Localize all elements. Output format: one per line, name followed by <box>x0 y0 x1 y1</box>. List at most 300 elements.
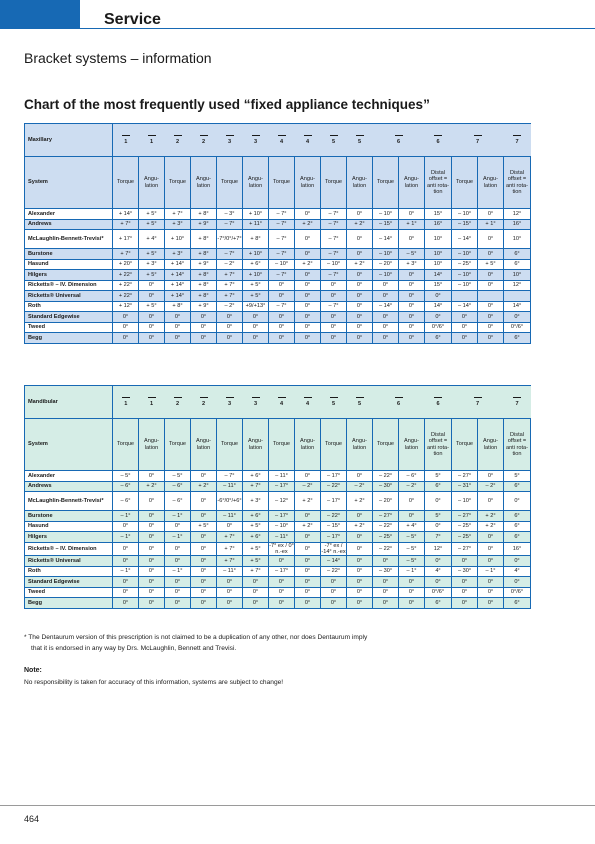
value-cell: + 5° <box>243 542 269 556</box>
tooth-number-cell <box>321 386 347 419</box>
value-cell: + 5° <box>139 249 165 260</box>
value-cell: – 14° <box>373 301 399 312</box>
value-cell: + 14° <box>165 280 191 291</box>
value-cell: + 1° <box>478 219 504 230</box>
value-cell: 0° <box>113 322 139 333</box>
column-header-torque: Torque <box>321 419 347 471</box>
value-cell: + 2° <box>478 521 504 532</box>
value-cell: – 5° <box>165 471 191 482</box>
value-cell: 6° <box>504 333 531 344</box>
system-name: Ricketts® – IV. Dimension <box>25 280 113 291</box>
tooth-number: 7 <box>474 397 482 407</box>
value-cell: 0° <box>478 471 504 482</box>
column-header-angulation: Angu- lation <box>191 419 217 471</box>
column-header-angulation: Angu- lation <box>243 419 269 471</box>
chart-heading: Chart of the most frequently used “fixed appliance techniques” <box>24 97 430 112</box>
value-cell: – 11° <box>217 511 243 522</box>
value-cell: – 10° <box>269 259 295 270</box>
value-cell: 0° <box>165 312 191 323</box>
tooth-number: 4 <box>304 397 312 407</box>
value-cell: 0° <box>478 280 504 291</box>
system-name: Hasund <box>25 259 113 270</box>
value-cell: – 17° <box>321 492 347 511</box>
value-cell: – 5° <box>113 471 139 482</box>
value-cell: 6° <box>504 521 531 532</box>
value-cell: + 10° <box>243 249 269 260</box>
table-row <box>25 259 531 270</box>
value-cell: 0° <box>478 587 504 598</box>
value-cell: 0° <box>373 333 399 344</box>
value-cell: 0° <box>165 333 191 344</box>
value-cell: – 10° <box>269 521 295 532</box>
column-header-torque: Torque <box>373 157 399 209</box>
system-name: Alexander <box>25 471 113 482</box>
value-cell: 0° <box>113 521 139 532</box>
system-name: Tweed <box>25 322 113 333</box>
value-cell: + 9° <box>191 219 217 230</box>
value-cell: – 22° <box>321 511 347 522</box>
value-cell: 0° <box>478 270 504 281</box>
value-cell: 16° <box>504 219 531 230</box>
value-cell: 0° <box>373 587 399 598</box>
value-cell: 0° <box>347 598 373 609</box>
value-cell: 0° <box>321 280 347 291</box>
value-cell: + 2° <box>347 259 373 270</box>
table-row <box>25 209 531 220</box>
value-cell: + 10° <box>243 270 269 281</box>
value-cell: 0° <box>191 312 217 323</box>
column-header-angulation: Angu- lation <box>139 157 165 209</box>
value-cell: – 10° <box>373 270 399 281</box>
value-cell: 0° <box>217 577 243 588</box>
tooth-number-cell <box>373 124 425 157</box>
value-cell: 15° <box>425 280 452 291</box>
value-cell: – 14° <box>373 230 399 249</box>
value-cell: + 12° <box>113 301 139 312</box>
table-row <box>25 219 531 230</box>
section-tab-marker <box>0 0 80 29</box>
system-name: Tweed <box>25 587 113 598</box>
value-cell: 7° <box>425 532 452 543</box>
tooth-number: 2 <box>200 135 208 145</box>
value-cell: 0° <box>269 291 295 302</box>
table-row <box>25 587 531 598</box>
value-cell: + 7° <box>113 219 139 230</box>
tooth-number: 1 <box>148 397 156 407</box>
value-cell: 0° <box>191 492 217 511</box>
tooth-number-cell <box>217 124 243 157</box>
value-cell: 0° <box>191 532 217 543</box>
value-cell: 0° <box>139 521 165 532</box>
tooth-number: 3 <box>226 135 234 145</box>
value-cell: – 15° <box>373 219 399 230</box>
value-cell: 0° <box>347 556 373 567</box>
value-cell: – 17° <box>269 566 295 577</box>
table-row <box>25 511 531 522</box>
value-cell: + 2° <box>191 481 217 492</box>
value-cell: 0° <box>373 280 399 291</box>
value-cell: 0° <box>191 511 217 522</box>
value-cell: 0° <box>113 333 139 344</box>
value-cell: – 5° <box>399 542 425 556</box>
column-header-torque: Torque <box>269 157 295 209</box>
value-cell: 0° <box>113 587 139 598</box>
value-cell: – 15° <box>321 521 347 532</box>
value-cell: -7°/0°/+7° <box>217 230 243 249</box>
value-cell: 0° <box>452 577 478 588</box>
value-cell: – 25° <box>452 521 478 532</box>
value-cell: 0° <box>295 249 321 260</box>
footnote-line: * The Dentaurum version of this prescription is not claimed to be a duplication of any other, nor does Dentaurum imply <box>24 634 368 641</box>
value-cell: 0° <box>165 598 191 609</box>
tooth-number: 5 <box>356 397 364 407</box>
footnote <box>24 633 494 654</box>
value-cell: + 7° <box>217 270 243 281</box>
value-cell: 10° <box>425 249 452 260</box>
value-cell: + 5° <box>139 270 165 281</box>
value-cell: 0° <box>295 280 321 291</box>
value-cell: -7° ex / -14° n.-ex <box>321 542 346 555</box>
value-cell: 0° <box>452 322 478 333</box>
value-cell: 0° <box>165 587 191 598</box>
value-cell: 0° <box>191 587 217 598</box>
value-cell: – 2° <box>295 481 321 492</box>
value-cell: 0° <box>139 598 165 609</box>
value-cell: 0° <box>191 577 217 588</box>
value-cell: + 14° <box>165 259 191 270</box>
value-cell: – 6° <box>113 492 139 511</box>
value-cell: – 7° <box>321 219 347 230</box>
value-cell: – 6° <box>165 492 191 511</box>
value-cell: – 17° <box>269 511 295 522</box>
value-cell: 10° <box>504 270 531 281</box>
tooth-number-cell <box>139 124 165 157</box>
value-cell: 16° <box>504 542 531 556</box>
tooth-number: 6 <box>395 397 403 407</box>
tooth-number: 1 <box>122 397 130 407</box>
value-cell: 0° <box>243 598 269 609</box>
value-cell: – 1° <box>399 566 425 577</box>
value-cell: + 2° <box>295 259 321 270</box>
value-cell: + 22° <box>113 280 139 291</box>
value-cell: 0° <box>347 301 373 312</box>
value-cell: – 27° <box>373 511 399 522</box>
table-row <box>25 322 531 333</box>
system-name: Begg <box>25 598 113 609</box>
value-cell: + 7° <box>165 209 191 220</box>
column-header-torque: Torque <box>452 419 478 471</box>
value-cell: – 10° <box>373 209 399 220</box>
tooth-number-cell <box>504 386 531 419</box>
table-row <box>25 577 531 588</box>
value-cell: – 14° <box>452 230 478 249</box>
tooth-number-cell <box>191 124 217 157</box>
value-cell: – 10° <box>373 249 399 260</box>
tooth-number: 3 <box>252 397 260 407</box>
tooth-number-cell <box>452 386 504 419</box>
value-cell: 14° <box>425 301 452 312</box>
value-cell: 0° <box>321 322 347 333</box>
value-cell: 0°/6° <box>425 587 452 598</box>
value-cell: 0° <box>295 209 321 220</box>
value-cell: – 1° <box>165 532 191 543</box>
column-header-torque: Torque <box>217 157 243 209</box>
value-cell: – 7° <box>321 301 347 312</box>
value-cell: – 30° <box>373 566 399 577</box>
value-cell: 0° <box>139 542 165 556</box>
value-cell: – 5° <box>399 556 425 567</box>
table-title: Mandibular <box>25 386 113 419</box>
value-cell: 0° <box>399 270 425 281</box>
value-cell: 0° <box>425 291 452 302</box>
value-cell: 0° <box>269 322 295 333</box>
tooth-number: 1 <box>122 135 130 145</box>
column-header-torque: Torque <box>452 157 478 209</box>
tooth-number: 3 <box>252 135 260 145</box>
table-row <box>25 521 531 532</box>
value-cell: 0° <box>321 587 347 598</box>
value-cell: – 30° <box>452 566 478 577</box>
value-cell: 0° <box>217 312 243 323</box>
tooth-number-cell <box>113 386 139 419</box>
value-cell: 0° <box>452 333 478 344</box>
value-cell: 0°/6° <box>425 322 452 333</box>
value-cell: – 7° <box>269 209 295 220</box>
value-cell: – 3° <box>217 209 243 220</box>
value-cell: 0° <box>269 587 295 598</box>
value-cell: + 2° <box>478 511 504 522</box>
value-cell: 16° <box>425 219 452 230</box>
value-cell: 0° <box>373 598 399 609</box>
value-cell: 4° <box>504 566 531 577</box>
value-cell: – 17° <box>321 471 347 482</box>
value-cell: 0° <box>347 577 373 588</box>
table-row <box>25 301 531 312</box>
value-cell: – 7° <box>321 249 347 260</box>
value-cell: + 7° <box>217 542 243 556</box>
table-row <box>25 249 531 260</box>
table-row <box>25 598 531 609</box>
value-cell: 0° <box>165 542 191 556</box>
value-cell: 0° <box>295 312 321 323</box>
value-cell: + 5° <box>139 219 165 230</box>
value-cell: + 7° <box>113 249 139 260</box>
value-cell: 0° <box>373 291 399 302</box>
value-cell: 0° <box>139 291 165 302</box>
system-name: Begg <box>25 333 113 344</box>
value-cell: + 5° <box>139 209 165 220</box>
tooth-number: 6 <box>395 135 403 145</box>
value-cell: + 7° <box>243 566 269 577</box>
value-cell <box>478 291 504 302</box>
value-cell: 0° <box>191 598 217 609</box>
tooth-number: 2 <box>200 397 208 407</box>
value-cell: -7° ex / 0° n.-ex <box>269 542 294 555</box>
value-cell: + 1° <box>399 219 425 230</box>
system-name: Ricketts® – IV. Dimension <box>25 542 113 556</box>
tooth-number-row <box>25 124 531 157</box>
value-cell: 0° <box>295 471 321 482</box>
value-cell: + 3° <box>165 249 191 260</box>
column-header-torque: Torque <box>165 157 191 209</box>
column-header-distal: Distal offset = anti rota- tion <box>425 419 452 471</box>
value-cell: – 14° <box>452 301 478 312</box>
tooth-number-cell <box>425 386 452 419</box>
value-cell: 0° <box>399 280 425 291</box>
value-cell: + 2° <box>295 521 321 532</box>
value-cell: 0° <box>478 532 504 543</box>
value-cell: – 14° <box>321 556 347 567</box>
column-header-torque: Torque <box>269 419 295 471</box>
value-cell: 0° <box>504 556 531 567</box>
column-header-angulation: Angu- lation <box>295 157 321 209</box>
value-cell: +9/+13° <box>243 301 269 312</box>
tooth-number: 1 <box>148 135 156 145</box>
value-cell: – 30° <box>373 481 399 492</box>
column-header-angulation: Angu- lation <box>295 419 321 471</box>
value-cell: + 2° <box>347 492 373 511</box>
value-cell: 0° <box>347 230 373 249</box>
value-cell: 0° <box>269 556 295 567</box>
table-row <box>25 270 531 281</box>
value-cell: – 25° <box>373 532 399 543</box>
value-cell: + 5° <box>243 291 269 302</box>
value-cell: 0° <box>139 471 165 482</box>
value-cell: – 11° <box>217 481 243 492</box>
value-cell: 4° <box>425 566 452 577</box>
value-cell: – 27° <box>452 511 478 522</box>
tooth-number-cell <box>321 124 347 157</box>
tooth-number: 6 <box>434 397 442 407</box>
tooth-number: 5 <box>330 397 338 407</box>
tooth-number: 3 <box>226 397 234 407</box>
system-name: Alexander <box>25 209 113 220</box>
value-cell: 0° <box>347 587 373 598</box>
value-cell: 0° <box>478 556 504 567</box>
value-cell: 0° <box>399 291 425 302</box>
system-name: Roth <box>25 301 113 312</box>
tooth-number-cell <box>452 124 504 157</box>
value-cell: 0° <box>295 301 321 312</box>
value-cell: 0° <box>295 322 321 333</box>
system-name: Ricketts® Universal <box>25 556 113 567</box>
value-cell: 6° <box>504 532 531 543</box>
value-cell: + 11° <box>243 219 269 230</box>
value-cell: + 5° <box>139 301 165 312</box>
section-title: Service <box>104 11 161 28</box>
table-row <box>25 291 531 302</box>
value-cell: 0° <box>347 209 373 220</box>
value-cell: + 22° <box>113 270 139 281</box>
value-cell: 0° <box>321 333 347 344</box>
value-cell: 0° <box>504 492 531 511</box>
value-cell: 0° <box>295 532 321 543</box>
tooth-number-cell <box>243 386 269 419</box>
value-cell: 6° <box>425 598 452 609</box>
value-cell: 0° <box>269 598 295 609</box>
value-cell: – 6° <box>165 481 191 492</box>
value-cell: – 6° <box>113 481 139 492</box>
value-cell: 0° <box>295 511 321 522</box>
value-cell: 6° <box>504 511 531 522</box>
value-cell: 0° <box>425 312 452 323</box>
column-header-angulation: Angu- lation <box>243 157 269 209</box>
value-cell: 0° <box>321 577 347 588</box>
value-cell: 0° <box>295 291 321 302</box>
value-cell: – 25° <box>452 532 478 543</box>
value-cell: – 2° <box>478 481 504 492</box>
value-cell: – 22° <box>373 471 399 482</box>
table-row <box>25 312 531 323</box>
value-cell: 6° <box>504 249 531 260</box>
value-cell: + 6° <box>243 511 269 522</box>
value-cell: – 2° <box>399 481 425 492</box>
system-name: Hilgers <box>25 270 113 281</box>
table-row <box>25 566 531 577</box>
value-cell: – 11° <box>217 566 243 577</box>
value-cell: 0° <box>452 556 478 567</box>
column-header-torque: Torque <box>165 419 191 471</box>
value-cell: 0° <box>191 542 217 556</box>
value-cell: 0° <box>347 471 373 482</box>
value-cell: 0° <box>321 598 347 609</box>
value-cell: – 12° <box>269 492 295 511</box>
value-cell: 0° <box>373 556 399 567</box>
column-header-torque: Torque <box>373 419 399 471</box>
value-cell: 0° <box>295 577 321 588</box>
value-cell <box>452 291 478 302</box>
value-cell: 0° <box>113 598 139 609</box>
value-cell: + 8° <box>243 230 269 249</box>
system-name: Burstone <box>25 249 113 260</box>
column-header-angulation: Angu- lation <box>347 157 373 209</box>
value-cell: 0° <box>399 577 425 588</box>
value-cell: 0° <box>217 521 243 532</box>
value-cell: + 2° <box>139 481 165 492</box>
mandibular-table <box>24 385 531 609</box>
tooth-number: 2 <box>174 397 182 407</box>
note-title: Note: <box>24 667 42 674</box>
value-cell <box>504 291 531 302</box>
value-cell: – 7° <box>321 230 347 249</box>
value-cell: 6° <box>504 481 531 492</box>
value-cell: 0° <box>347 333 373 344</box>
tooth-number-cell <box>425 124 452 157</box>
value-cell: 0° <box>399 511 425 522</box>
value-cell: 12° <box>425 542 452 556</box>
value-cell: + 4° <box>139 230 165 249</box>
value-cell: + 14° <box>165 270 191 281</box>
value-cell: 0° <box>399 322 425 333</box>
value-cell: 0° <box>295 566 321 577</box>
maxillary-table <box>24 123 531 344</box>
tooth-number: 5 <box>356 135 364 145</box>
value-cell: 0° <box>269 577 295 588</box>
tooth-number-cell <box>269 386 295 419</box>
value-cell: 0° <box>452 587 478 598</box>
value-cell: 0° <box>217 598 243 609</box>
value-cell: 10° <box>425 230 452 249</box>
system-name: Standard Edgewise <box>25 577 113 588</box>
page-number: 464 <box>24 814 40 824</box>
value-cell: + 14° <box>165 291 191 302</box>
value-cell: 6° <box>425 481 452 492</box>
tooth-number-cell <box>243 124 269 157</box>
value-cell: – 10° <box>452 209 478 220</box>
value-cell: – 17° <box>321 532 347 543</box>
tooth-number-cell <box>347 124 373 157</box>
value-cell: 0° <box>139 566 165 577</box>
